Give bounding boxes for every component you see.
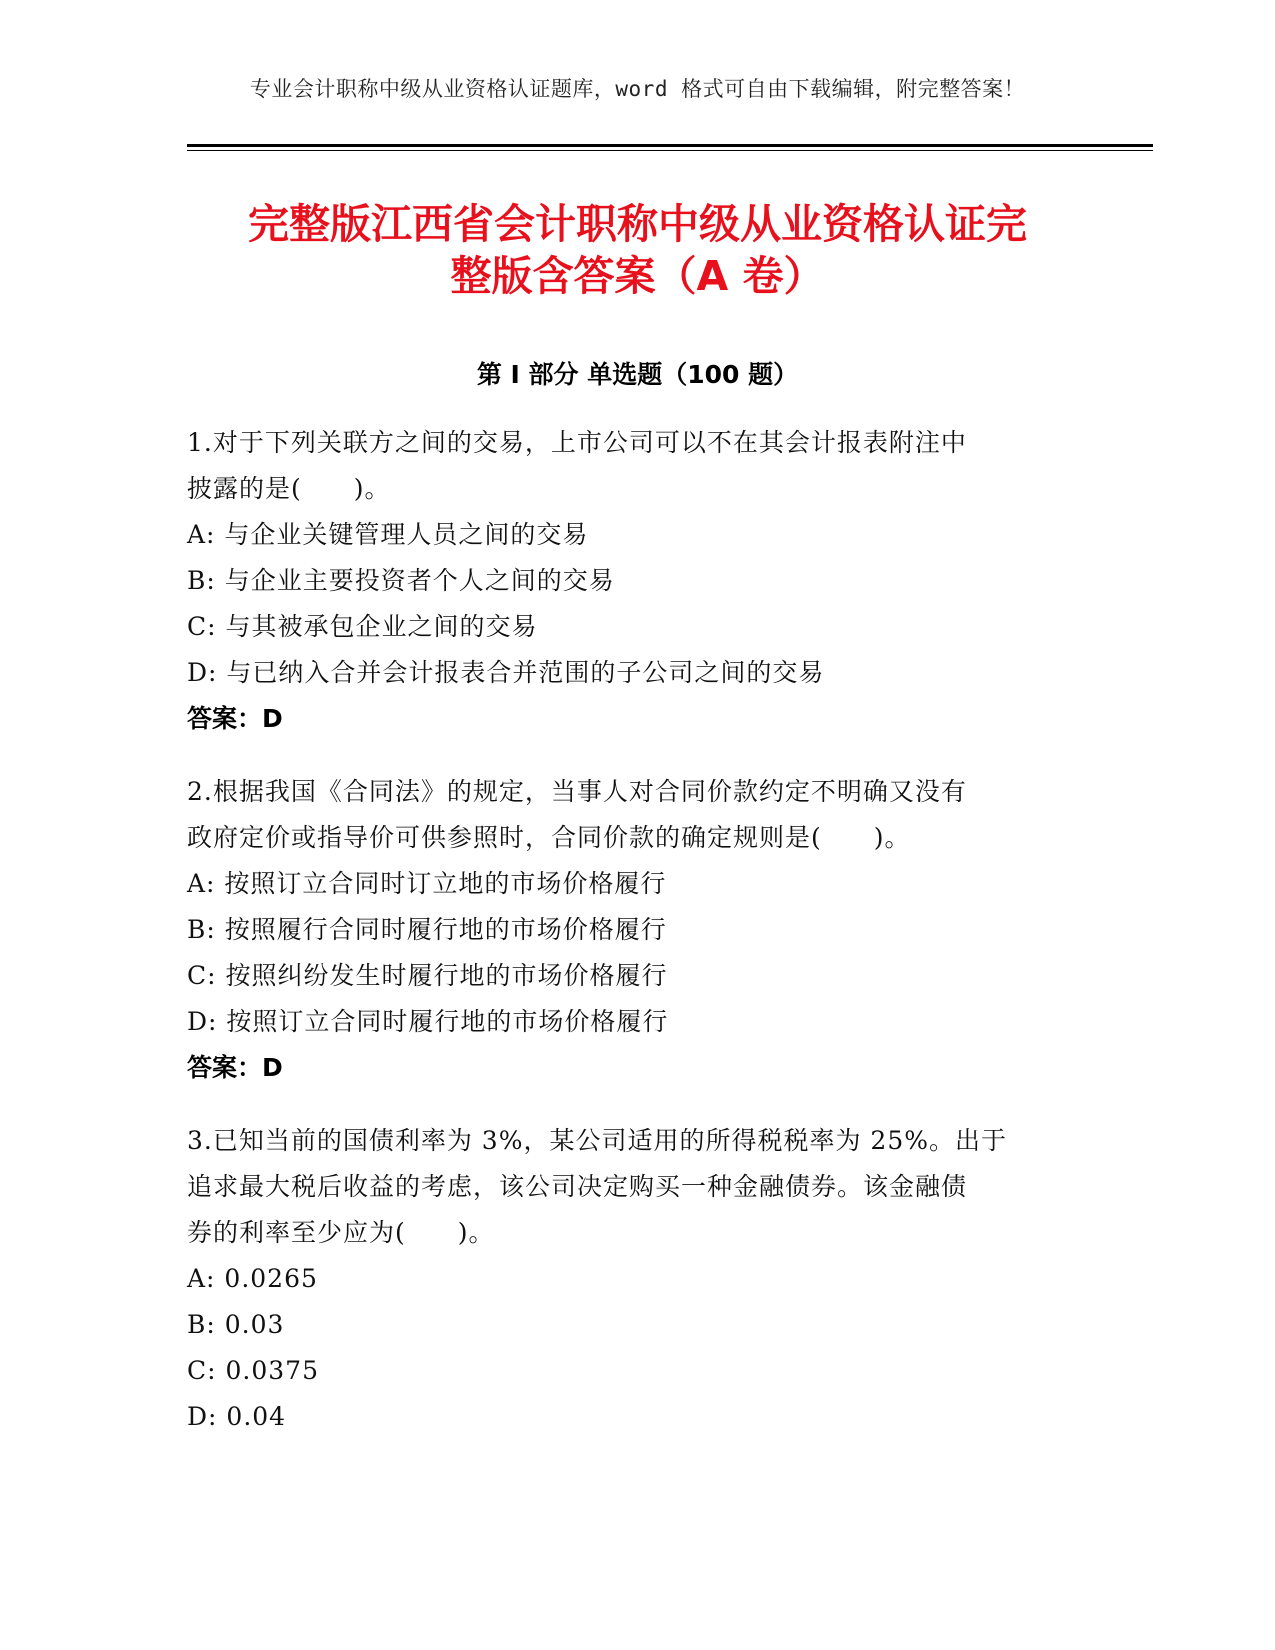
answer-label: 答案：D — [187, 1053, 283, 1082]
option-b: B: 与企业主要投资者个人之间的交易 — [187, 566, 615, 595]
question-stem — [187, 420, 1067, 512]
question-stem-line: 券的利率至少应为( )。 — [187, 1218, 495, 1247]
option-c: C: 按照纠纷发生时履行地的市场价格履行 — [187, 961, 668, 990]
option-a: A: 按照订立合同时订立地的市场价格履行 — [187, 869, 667, 898]
header-divider-thick — [187, 144, 1153, 147]
option-d: D: 0.04 — [187, 1402, 287, 1431]
option-b: B: 按照履行合同时履行地的市场价格履行 — [187, 915, 667, 944]
option-a: A: 与企业关键管理人员之间的交易 — [187, 520, 589, 549]
question-stem-line: 3.已知当前的国债利率为 3%，某公司适用的所得税税率为 25%。出于 — [187, 1126, 1007, 1155]
question-stem-line: 披露的是( )。 — [187, 474, 391, 503]
page-header-note: 专业会计职称中级从业资格认证题库，word 格式可自由下载编辑，附完整答案！ — [249, 77, 1026, 101]
question-stem — [187, 769, 1067, 861]
question-1 — [187, 420, 1067, 742]
question-stem — [187, 1118, 1067, 1256]
question-2 — [187, 769, 1067, 1091]
option-c: C: 0.0375 — [187, 1356, 319, 1385]
option-c: C: 与其被承包企业之间的交易 — [187, 612, 538, 641]
question-3 — [187, 1118, 1067, 1440]
question-stem-line: 2.根据我国《合同法》的规定，当事人对合同价款约定不明确又没有 — [187, 777, 967, 806]
option-a: A: 0.0265 — [187, 1264, 318, 1293]
document-title-line-1: 完整版江西省会计职称中级从业资格认证完 — [248, 200, 1027, 248]
option-d: D: 与已纳入合并会计报表合并范围的子公司之间的交易 — [187, 658, 825, 687]
document-title-line-2: 整版含答案（A 卷） — [450, 252, 825, 300]
option-d: D: 按照订立合同时履行地的市场价格履行 — [187, 1007, 669, 1036]
option-b: B: 0.03 — [187, 1310, 285, 1339]
question-stem-line: 政府定价或指导价可供参照时，合同价款的确定规则是( )。 — [187, 823, 911, 852]
question-stem-line: 1.对于下列关联方之间的交易，上市公司可以不在其会计报表附注中 — [187, 428, 967, 457]
section-heading: 第 I 部分 单选题（100 题） — [476, 360, 799, 389]
question-stem-line: 追求最大税后收益的考虑，该公司决定购买一种金融债券。该金融债 — [187, 1172, 968, 1201]
header-divider-thin — [187, 150, 1153, 151]
document-title — [170, 198, 1105, 302]
answer-label: 答案：D — [187, 704, 283, 733]
